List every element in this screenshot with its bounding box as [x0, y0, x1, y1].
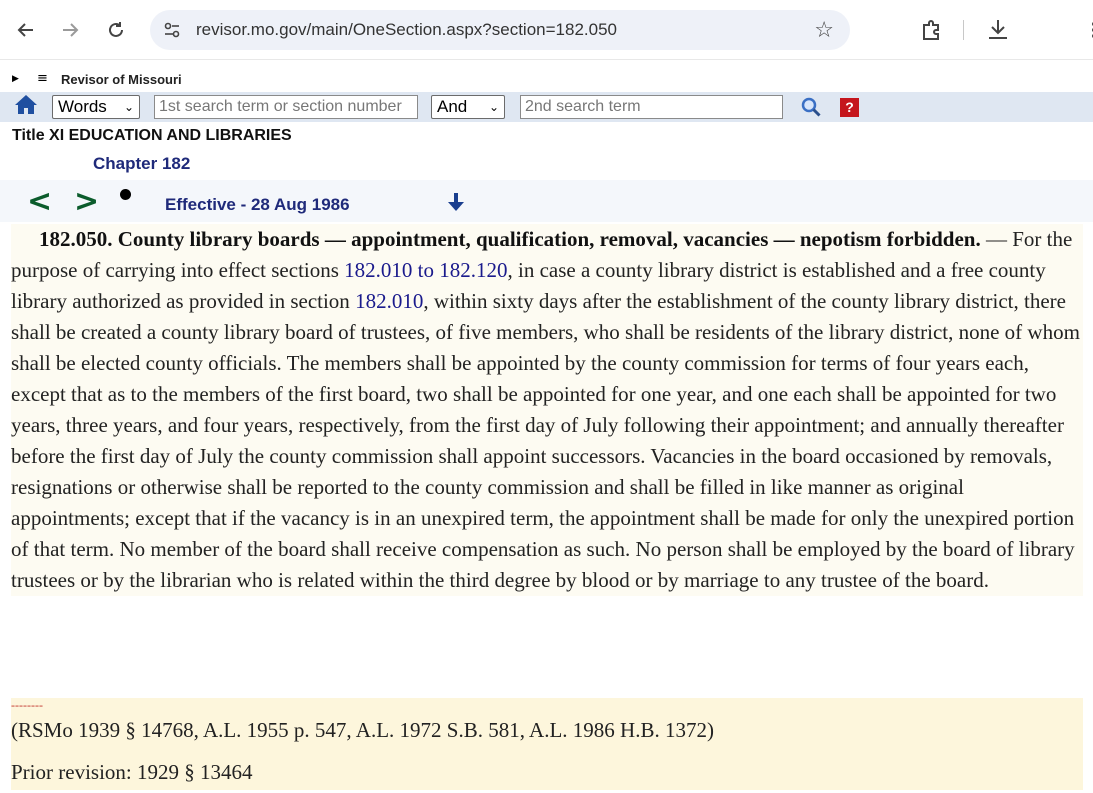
expand-triangle-icon[interactable]: ▶: [12, 74, 19, 84]
search-mode-value: Words: [58, 97, 107, 116]
connector-value: And: [437, 97, 468, 116]
menu-icon[interactable]: [1076, 16, 1093, 44]
effective-date: Effective - 28 Aug 1986: [165, 195, 350, 214]
current-section-dot-icon[interactable]: [120, 189, 131, 200]
chevron-down-icon: ⌄: [488, 100, 499, 114]
home-icon[interactable]: [13, 93, 39, 117]
prior-revision: Prior revision: 1929 § 13464: [11, 760, 253, 784]
chapter-heading[interactable]: Chapter 182: [93, 154, 191, 173]
section-text: [11, 224, 1083, 596]
history-citation: (RSMo 1939 § 14768, A.L. 1955 p. 547, A.L. 1972 S.B. 581, A.L. 1986 H.B. 1372): [11, 718, 714, 742]
download-icon[interactable]: [984, 16, 1012, 44]
back-icon[interactable]: [10, 14, 42, 46]
search-bar: [0, 92, 1093, 122]
second-search-input[interactable]: [520, 95, 783, 119]
section-heading: 182.050. County library boards — appointment, qualification, removal, vacancies — nepotism forbidden.: [39, 227, 981, 251]
history-separator: --------: [11, 698, 43, 712]
help-button[interactable]: ?: [840, 98, 859, 117]
site-title[interactable]: Revisor of Missouri: [61, 72, 182, 87]
extensions-icon[interactable]: [918, 16, 946, 44]
address-bar[interactable]: [150, 10, 850, 50]
bookmark-star-icon[interactable]: ☆: [814, 18, 834, 43]
browser-toolbar: [0, 0, 1093, 60]
section-link-range[interactable]: 182.010 to 182.120: [344, 258, 508, 282]
first-search-input[interactable]: [154, 95, 418, 119]
url-text[interactable]: revisor.mo.gov/main/OneSection.aspx?section=182.050: [196, 20, 617, 39]
section-body-part3: , within sixty days after the establishment of the county library district, there shall be created a county library board of trustees, of five members, who shall be residents of the library district, none of whom shall be elected county officials. The members shall be appointed by the county commission for terms of four years each, except that as to the members of the first board, two shall be appointed for one year, and one each shall be appointed for two years, three years, and four years, respectively, from the first day of July following their appointment; and annually thereafter before the first day of July the county commission shall appoint successors. Vacancies in the board occasioned by removals, resignations or otherwise shall be reported to the county commission and shall be filled in like manner as original appointments; except that if the vacancy is in an unexpired term, the appointment shall be made for only the unexpired portion of that term. No member of the board shall receive compensation as such. No person shall be employed by the board of library trustees or by the librarian who is related within the third degree by blood or by marriage to any trustee of the board.: [11, 289, 1080, 592]
section-link-single[interactable]: 182.010: [355, 289, 424, 313]
search-icon[interactable]: [800, 96, 822, 118]
section-body-part1: — For the purpose of carrying into effect sections: [11, 227, 1073, 282]
history-block: [11, 698, 1083, 790]
connector-select[interactable]: [431, 95, 505, 119]
next-section-button[interactable]: >: [74, 184, 100, 219]
search-mode-select[interactable]: [52, 95, 140, 119]
site-header: [0, 60, 1093, 92]
down-arrow-icon[interactable]: [444, 191, 468, 213]
first-search-placeholder: 1st search term or section number: [159, 98, 402, 115]
section-nav: [0, 180, 1093, 222]
reload-icon[interactable]: [100, 14, 132, 46]
hamburger-menu-icon[interactable]: ≡: [37, 71, 48, 86]
title-heading[interactable]: Title XI EDUCATION AND LIBRARIES: [12, 127, 292, 144]
previous-section-button[interactable]: <: [27, 184, 53, 219]
toolbar-divider: [963, 20, 964, 40]
forward-icon[interactable]: [54, 14, 86, 46]
section-body-part2: , in case a county library district is established and a free county library authorized as provided in section: [11, 258, 1046, 313]
chevron-down-icon: ⌄: [123, 100, 134, 114]
second-search-placeholder: 2nd search term: [525, 98, 641, 115]
site-info-icon[interactable]: [162, 20, 182, 40]
